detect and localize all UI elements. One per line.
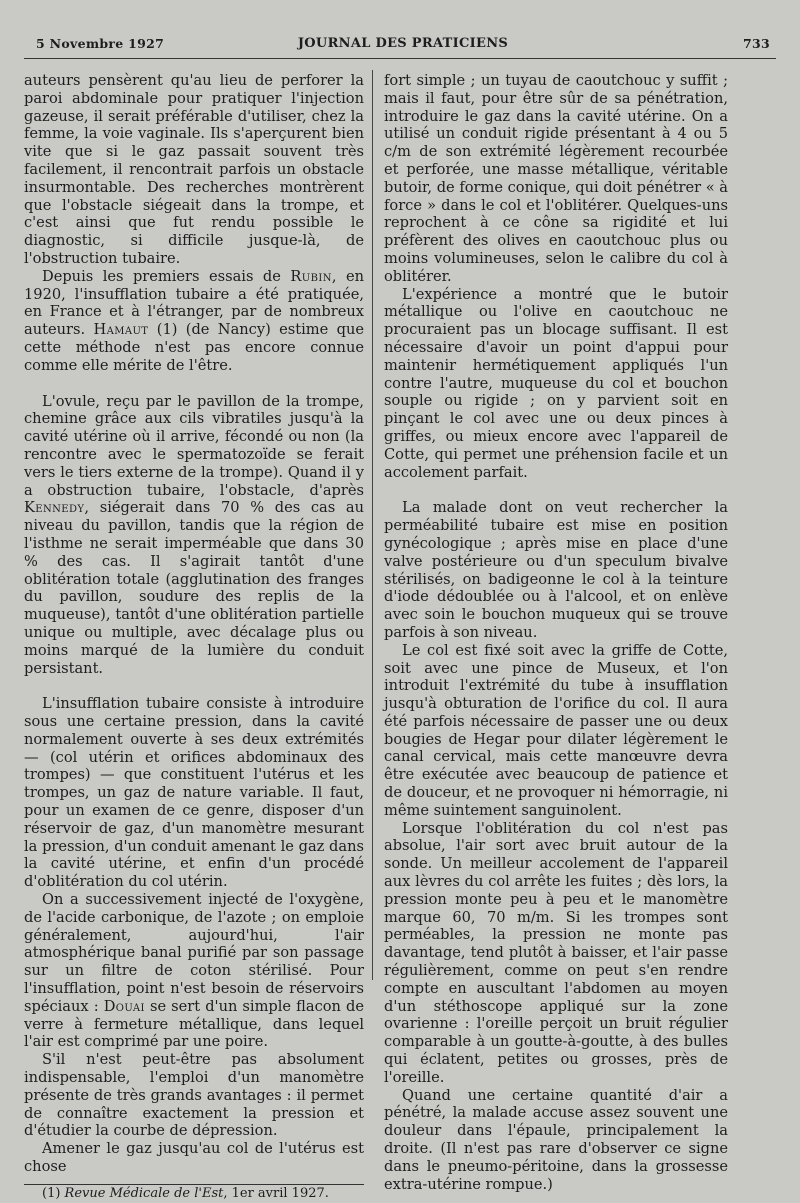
issue-date: 5 Novembre 1927 (36, 36, 165, 51)
running-header (36, 36, 770, 58)
text-run: , en 1920, l'insufflation tubaire a été pratiquée, en France et à l'étranger, par de nombreux auteurs. (24, 267, 364, 339)
text-run: Depuis les premiers essais de (42, 267, 291, 285)
journal-title: JOURNAL DES PRATICIENS (297, 36, 509, 51)
footnote (24, 1185, 364, 1203)
column-divider (372, 70, 373, 980)
right-column (384, 72, 728, 1193)
paragraph: L'insufflation tubaire consiste à introduire sous une certaine pression, dans la cavité normalement ouverte à ses deux extrémités — (col utérin et orifices abdominaux des trompes) — que constituent l'utérus et les trompes, un gaz de nature variable. Il faut, pour un examen de ce genre, disposer d'un réservoir de gaz, d'un manomètre mesurant la pression, d'un conduit amenant le gaz dans la cavité utérine, et enfin d'un procédé d'oblitération du col utérin. (24, 695, 364, 891)
author-name: Rubin (290, 267, 332, 285)
text-run: On a successivement injecté de l'oxygène, de l'acide carbonique, de l'azote ; on emploie généralement, aujourd'hui, l'air atmosphérique banal purifié par son passage sur un filtre de coton stérilisé. Pour l'insufflation, point n'est besoin de réservoirs spéciaux : (24, 891, 364, 1015)
paragraph: Amener le gaz jusqu'au col de l'utérus est chose (24, 1140, 364, 1176)
author-name: Kennedy (24, 499, 85, 517)
paragraph: S'il n'est peut-être pas absolument indispensable, l'emploi d'un manomètre présente de très grands avantages : il permet de connaître exactement la pression et d'étudier la courbe de dépression. (24, 1051, 364, 1140)
author-name: Hamaut (93, 321, 149, 339)
left-column (24, 72, 364, 1203)
paragraph: La malade dont on veut rechercher la perméabilité tubaire est mise en position gynécologique ; après mise en place d'une valve postérieure ou d'un speculum bivalve stérilisés, on badigeonne le col à la teinture d'iode dédoublée ou à l'alcool, et on enlève avec soin le bouchon muqueux qui se trouve parfois à son niveau. (384, 499, 728, 641)
paragraph: Quand une certaine quantité d'air a pénétré, la malade accuse assez souvent une douleur dans l'épaule, principalement la droite. (Il n'est pas rare d'observer ce signe dans le pneumo-péritoine, dans la grossesse extra-utérine rompue.) (384, 1086, 728, 1193)
paragraph (24, 891, 364, 1051)
header-rule (24, 58, 776, 59)
paragraph (24, 268, 364, 375)
paragraph: fort simple ; un tuyau de caoutchouc y suffit ; mais il faut, pour être sûr de sa pénétration, introduire le gaz dans la cavité utérine. On a utilisé un conduit rigide présentant à 4 ou 5 c/m de son extrémité légèrement recourbée et perforée, une masse métallique, véritable butoir, de forme conique, qui doit pénétrer « à force » dans le col et l'oblitérer. Quelques-uns reprochent à ce cône sa rigidité et lui préfèrent des olives en caoutchouc plus ou moins volumineuses, selon le calibre du col à oblitérer. (384, 72, 729, 285)
paragraph: L'expérience a montré que le butoir métallique ou l'olive en caoutchouc ne procuraient pas un blocage suffisant. Il est nécessaire d'avoir un point d'appui pour maintenir hermétiquement appliqués l'un contre l'autre, muqueuse du col et bouchon souple ou rigide ; on y parvient soit en pinçant le col avec une ou deux pinces à griffes, ou mieux encore avec l'appareil de Cotte, qui permet une préhension facile et un accolement parfait. (384, 285, 728, 481)
paragraph: Le col est fixé soit avec la griffe de Cotte, soit avec une pince de Museux, et l'on introduit l'extrémité du tube à insufflation jusqu'à obturation de l'orifice du col. Il aura été parfois nécessaire de passer une ou deux bougies de Hegar pour dilater légèrement le canal cervical, mais cette manœuvre devra être exécutée avec beaucoup de patience et de douceur, et ne provoquer ni hémorragie, ni même suintement sanguinolent. (384, 641, 728, 819)
author-name: Douai (103, 997, 145, 1015)
paragraph: Lorsque l'oblitération du col n'est pas absolue, l'air sort avec bruit autour de la sonde. Un meilleur accolement de l'appareil aux lèvres du col arrête les fuites ; dès lors, la pression monte peu à peu et le manomètre marque 60, 70 m/m. Si les trompes sont perméables, la pression ne monte pas davantage, tend plutôt à baisser, et l'air passe régulièrement, comme on peut s'en rendre compte en auscultant l'abdomen au moyen d'un stéthoscope appliqué sur la zone ovarienne : l'oreille perçoit un bruit régulier comparable à un goutte-à-goutte, à des bulles qui éclatent, petites ou grosses, près de l'oreille. (384, 819, 728, 1086)
footnote-date: , 1er avril 1927. (223, 1185, 329, 1201)
paragraph (24, 393, 364, 678)
footnote-number: (1) (42, 1185, 65, 1201)
text-run: (1) (de Nancy) estime que cette méthode n'est pas encore connue comme elle mérite de l'être. (24, 321, 365, 374)
paragraph: auteurs pensèrent qu'au lieu de perforer la paroi abdominale pour pratiquer l'injection gazeuse, il serait préférable d'utiliser, chez la femme, la voie vaginale. Ils s'aperçurent bien vite que si le gaz passait souvent très facilement, il rencontrait parfois un obstacle insurmontable. Des recherches montrèrent que l'obstacle siégeait dans la trompe, et c'est ainsi que fut rendu possible le diagnostic, si difficile jusque-là, de l'obstruction tubaire. (24, 72, 364, 267)
text-run: L'ovule, reçu par le pavillon de la trompe, chemine grâce aux cils vibratiles jusqu'à la cavité utérine où il arrive, fécondé ou non (la rencontre avec le spermatozoïde se ferait vers le tiers externe de la trompe). Quand il y a obstruction tubaire, l'obstacle, d'après (24, 392, 364, 499)
footnote-source: Revue Médicale de l'Est (64, 1185, 224, 1201)
text-run: , siégerait dans 70 % des cas au niveau du pavillon, tandis que la région de l'isthme ne serait imperméable que dans 30 % des cas. Il s'agirait tantôt d'une oblitération totale (agglutination des franges du pavillon, soudure des replis de la muqueuse), tantôt d'une oblitération partielle unique ou multiple, avec décalage plus ou moins marqué de la lumière du conduit persistant. (24, 499, 364, 677)
text-run: se sert d'un simple flacon de verre à fermeture métallique, dans lequel l'air est comprimé par une poire. (24, 997, 364, 1051)
page-number: 733 (743, 36, 770, 51)
